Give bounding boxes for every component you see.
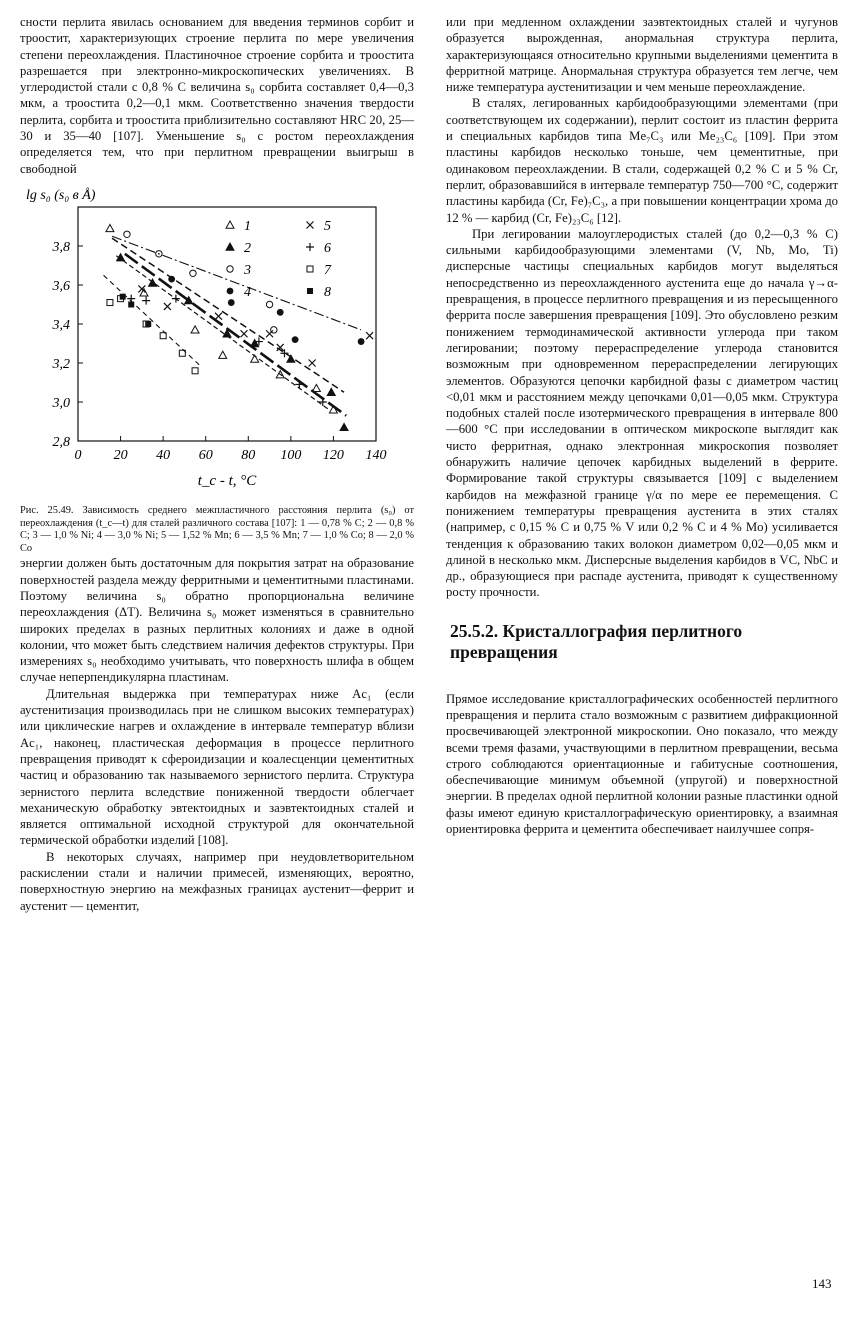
y-axis-label: lg s₀ (s₀ в Å) [26,187,96,203]
legend-label: 7 [324,262,331,278]
data-point [228,299,235,306]
paragraph: В некоторых случаях, например при неудовлетворительном раскислении стали и наличии примесей, изменяющих, вероятно, поверхностную энергию на межфазных границах аустенит—феррит и аустенит — цементит, [20,849,414,913]
data-point [190,270,196,276]
right-column [446,14,838,837]
data-point [266,330,273,337]
legend-label: 8 [324,284,331,300]
data-point [124,231,130,237]
y-tick-label: 3,0 [52,395,70,411]
data-point [215,313,222,320]
legend-marker [227,288,234,295]
chart-svg [20,183,414,501]
x-tick-label: 80 [241,447,256,463]
paragraph: или при медленном охлаждении заэвтектоидных сталей и чугунов образуется вырожденная, анормальная структура перлита, характеризующаяся относительно крупными выделениями цементита в ферритной матрице. Анормальная структура образуется тем легче, чем ниже температура аустенитизации и чем меньше переохлаждение. [446,15,838,95]
data-point [309,359,316,366]
data-point [127,295,135,303]
data-point [191,326,199,333]
data-point [219,351,227,358]
legend-label: 3 [244,262,251,278]
y-tick-label: 3,8 [52,239,70,255]
data-point [319,398,327,406]
legend-marker [226,221,234,228]
section-heading: 25.5.2. Кристаллография перлитного превращения [450,620,743,662]
data-point [241,330,248,337]
data-point [266,301,272,307]
legend-label: 5 [324,218,331,234]
data-point [277,309,284,316]
y-tick-label: 2,8 [52,434,70,450]
x-axis-label: t_c - t, °C [197,472,257,489]
data-point [120,294,126,300]
legend-marker [307,221,314,228]
paragraph: Длительная выдержка при температурах ниже Ac₁ (если аустенитизация производилась при не слишком высоких температурах) или циклические нагрев и охлаждение в интервале температур вблизи Ac₁, наконец, пластическая деформация в процессе перлитного превращения приводят к сфероидизации и коалесценции цементитных частиц и образованию так называемого зернистого перлита. Структура зернистого перлита вследствие пониженной твердости облегчает механическую обработку эвтектоидных и заэвтектоидных сталей и является оптимальной исходной структурой для окончательной термической обработки изделий [108]. [20,686,414,848]
legend-label: 6 [324,240,331,256]
data-point [107,300,113,306]
legend-marker [307,266,313,272]
x-tick-label: 60 [198,447,213,463]
data-point [164,303,171,310]
data-point [287,355,295,362]
fit-line [116,256,329,410]
data-point [292,336,299,343]
data-point [106,224,114,231]
paragraph: При легировании малоуглеродистых сталей (до 0,2—0,3 % C) сильными карбидообразующими элементами (V, Nb, Mo, Ti) дисперсные частицы специальных карбидов могут выделяться непосредственно из переохлажденного аустенита еще до начала γ→α-превращения, в процессе перлитного превращения и из пересыщенного феррита после завершения превращения [109]. Это обусловлено резким понижением термодинамической активности углерода при таком легировании; поэтому перераспределение углерода становится возможным при одновременном перераспределении легирующих элементов. Образуются цепочки карбидной фазы с диаметром частиц <0,01 мкм и расстоянием между цепочками 0,01—0,05 мкм. Структура подобных сталей после изотермического превращения в интервале 800—600 °C при исследовании в оптическом микроскопе выглядит как чисто ферритная, однако электронная микроскопия позволяет обнаружить наличие цепочек карбидных выделений в феррите. Формирование такой структуры связывается [109] с выделением карбидов на межфазной границе γ/α по мере ее перемещения. С понижением температуры превращения аустенита в этих сталях (например, с 0,15 % C и 0,75 % V или 0,2 % C и 4 % Mo) усиливается тенденция к образованию таких волокон диаметром 0,02—0,05 мкм и длиной в несколько мкм. Дисперсные выделения карбидов в VC, NbC и др., образующиеся при распаде аустенита, приводят к существенному росту прочности. [446,226,838,600]
legend-marker [307,288,313,294]
data-point [358,338,365,345]
x-tick-label: 120 [322,447,344,463]
data-point [192,368,198,374]
paragraph: В сталях, легированных карбидообразующими элементами (при соответствующем их содержании), перлит состоит из пластин феррита и специальных карбидов типа Me₇C₃ или Me₂₃C₆ [109]. При этом пластины карбидов несколько тоньше, чем цементитные, при одинаковом переохлаждении. В стали, содержащей 0,2 % C и 5 % Cr, перлит, образовавшийся в интервале температур 750—700 °C, содержит пластины карбида (Cr, Fe)₇C₃, а при повышении концентрации хрома до 12 % — карбид (Cr, Fe)₂₃C₆ [12]. [446,96,838,225]
paragraph: Прямое исследование кристаллографических особенностей перлитного превращения и перлита стало возможным с развитием дифракционной просвечивающей электронной микроскопии. Оно показало, что между всеми тремя фазами, участвующими в перлитном превращении, весьма строго соблюдаются ориентационные и габитусные соотношения, обеспечивающие минимум объемной (упругой) и поверхностной энергии. В пределах одной перлитной колонии разные пластинки одной фазы имеют единую кристаллографическую ориентировку, а взаимная ориентировка феррита и цементита обеспечивает наилучшее сопря- [446,691,838,837]
paragraph: сности перлита явилась основанием для введения терминов сорбит и троостит, характеризующих строение перлита по мере увеличения степени переохлаждения. Пластиночное строение сорбита и троостита разрешается при электронно-микроскопических увеличениях. В углеродистой стали с 0,8 % С величина s₀ сорбита составляет 0,4—0,3 мкм, а троостита 0,2—0,1 мкм. Соответственно значения твердости перлита, сорбита и троостита приблизительно составляют HRC 20, 25—30 и 35—40 [107]. Уменьшение s₀ с ростом переохлаждения определяется тем, что при перлитном превращении выигрыш в свободной [20,15,414,176]
x-tick-label: 20 [113,447,128,463]
data-point [251,339,259,346]
x-tick-label: 40 [156,447,171,463]
legend-label: 4 [244,284,251,300]
figure [20,183,414,501]
paragraph: энергии должен быть достаточным для покрытия затрат на образование поверхностей раздела между ферритными и цементитными пластинами. Поэтому величина s₀ обратно пропорциональна величине переохлаждения (ΔT). Величина s₀ может изменяться в сравнительно широких пределах в разных перлитных колониях и даже в одной колонии, что может быть следствием наличия дефектов структуры. При измерениях s₀ необходимо учитывать, что поверхность шлифа в общем случае неперпендикулярна пластинам. [20,556,414,685]
x-tick-label: 100 [280,447,302,463]
data-point [142,297,150,305]
data-point [168,276,175,283]
y-tick-label: 3,6 [52,278,70,294]
data-point [327,388,335,395]
legend-marker [306,243,314,251]
y-tick-label: 3,4 [52,317,70,333]
left-column [20,14,414,914]
legend-marker [227,266,233,272]
legend-marker [226,243,234,250]
y-tick-label: 3,2 [52,356,70,372]
data-point [128,301,134,307]
legend-label: 2 [244,240,251,256]
x-tick-label: 0 [74,447,82,463]
x-tick-label: 140 [365,447,387,463]
data-point [172,295,180,303]
data-point [145,321,151,327]
figure-caption: Рис. 25.49. Зависимость среднего межпластичного расстояния перлита (s₀) от переохлаждения (t_c—t) для сталей различного состава [107]: 1 — 0,78 % C; 2 — 0,8 % C; 3 — 1,0 % Ni; 4 — 3,0 % Ni; 5 — 1,52 % Mn; 6 — 3,5 % Mn; 7 — 1,0 % Co; 8 — 2,0 % Co [20,504,414,554]
page-number: 143 [812,1276,832,1291]
data-point [366,332,373,339]
legend-label: 1 [244,218,251,234]
fit-line [104,275,202,367]
data-point [295,380,303,388]
data-point [340,423,348,430]
